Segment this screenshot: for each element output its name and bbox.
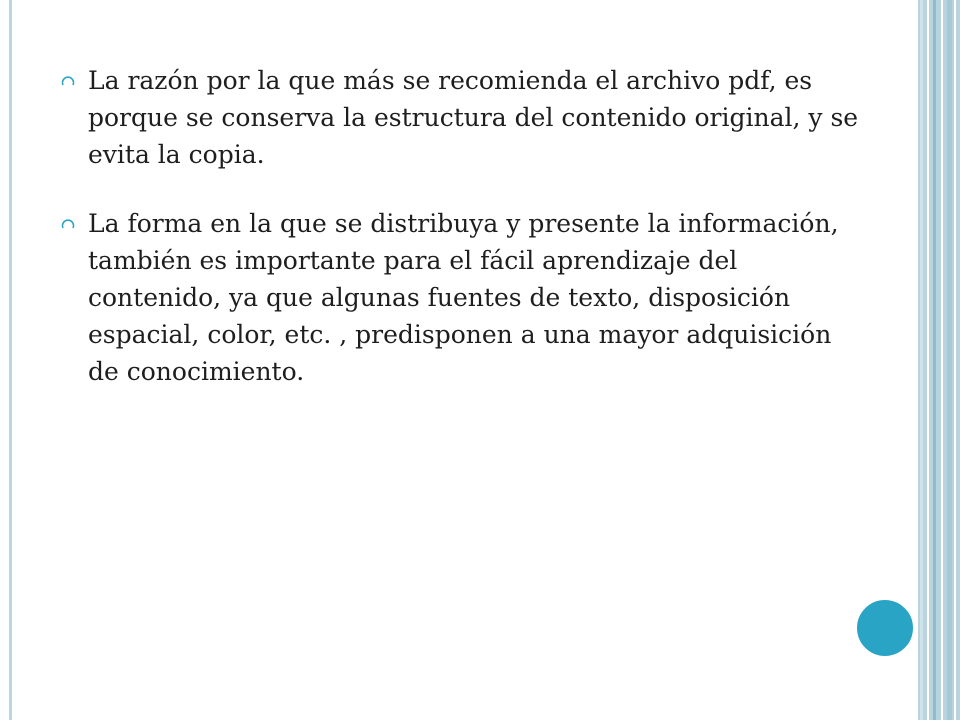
bullet-text: La razón por la que más se recomienda el archivo pdf, es porque se conserva la estructura del contenido original, y se evita la copia. <box>88 66 859 169</box>
right-stripe <box>954 0 956 720</box>
right-stripe <box>941 0 943 720</box>
bullet-text: La forma en la que se distribuya y presente la información, también es importante para el fácil aprendizaje del contenido, ya que algunas fuentes de texto, disposición espacial, color, etc. , predisponen a una mayor adquisición de conocimiento. <box>88 209 839 386</box>
right-stripe <box>927 0 929 720</box>
accent-circle-decoration <box>855 598 915 658</box>
bullet-item <box>60 62 860 173</box>
horseshoe-bullet-icon <box>60 73 76 89</box>
right-stripe <box>947 0 952 720</box>
bullet-item <box>60 205 860 390</box>
left-border-decoration <box>9 0 12 720</box>
right-stripe <box>933 0 936 720</box>
horseshoe-bullet-icon <box>60 216 76 232</box>
bullet-list <box>60 62 860 422</box>
right-stripe <box>920 0 923 720</box>
